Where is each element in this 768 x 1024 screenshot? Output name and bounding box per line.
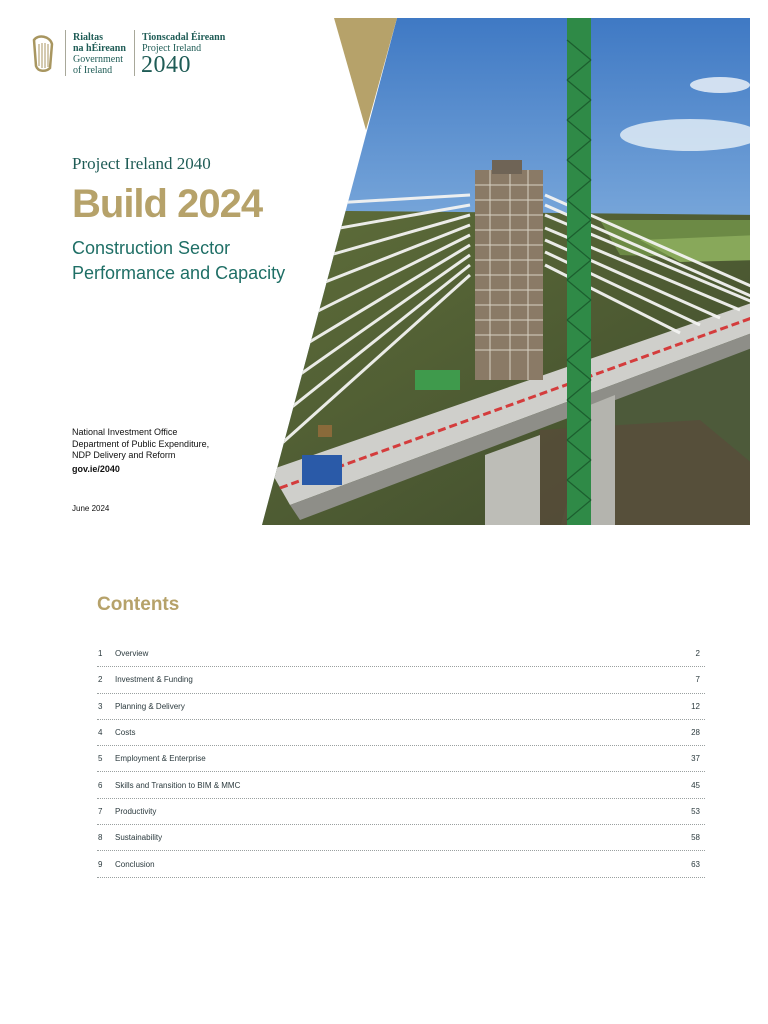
contents-heading: Contents <box>97 594 180 615</box>
toc-page-number: 28 <box>691 728 700 738</box>
toc-row[interactable] <box>97 825 705 851</box>
toc-label[interactable]: Costs <box>115 728 136 738</box>
toc-number: 3 <box>98 701 103 711</box>
logo-divider <box>65 30 66 76</box>
subtitle-line-2: Performance and Capacity <box>72 263 286 283</box>
toc-number: 8 <box>98 833 103 843</box>
toc-row[interactable] <box>97 772 705 798</box>
harp-icon <box>30 34 56 74</box>
table-of-contents <box>97 641 705 878</box>
programme-year: 2040 <box>141 52 191 78</box>
toc-number: 9 <box>98 859 103 869</box>
toc-row[interactable] <box>97 667 705 693</box>
logo-divider-2 <box>134 30 135 76</box>
series-title: Project Ireland 2040 <box>72 154 211 173</box>
programme-logo-text <box>142 32 225 54</box>
toc-page-number: 63 <box>691 859 700 869</box>
document-subtitle <box>72 236 285 286</box>
toc-page-number: 58 <box>691 833 700 843</box>
toc-number: 7 <box>98 806 103 816</box>
toc-page-number: 37 <box>691 754 700 764</box>
toc-number: 5 <box>98 754 103 764</box>
toc-row[interactable] <box>97 851 705 877</box>
toc-page-number: 12 <box>691 701 700 711</box>
toc-page-number: 45 <box>691 780 700 790</box>
logo-english-line1: Government <box>73 54 123 65</box>
toc-label[interactable]: Sustainability <box>115 833 163 843</box>
toc-row[interactable] <box>97 799 705 825</box>
toc-number: 4 <box>98 728 103 738</box>
org-line-3: NDP Delivery and Reform <box>72 450 176 460</box>
website-link[interactable]: gov.ie/2040 <box>72 463 120 474</box>
publication-date: June 2024 <box>72 504 110 513</box>
toc-number: 2 <box>98 675 103 685</box>
government-logo-text <box>73 32 126 76</box>
toc-label[interactable]: Planning & Delivery <box>115 701 185 711</box>
programme-irish: Tionscadal Éireann <box>142 32 226 43</box>
document-title: Build 2024 <box>72 182 263 226</box>
subtitle-line-1: Construction Sector <box>72 238 231 258</box>
toc-page-number: 7 <box>695 675 700 685</box>
toc-label[interactable]: Investment & Funding <box>115 675 193 685</box>
toc-page-number: 53 <box>691 806 700 816</box>
toc-label[interactable]: Overview <box>115 649 149 659</box>
toc-page-number: 2 <box>695 649 700 659</box>
logo-irish-line1: Rialtas <box>73 32 103 43</box>
toc-label[interactable]: Conclusion <box>115 859 155 869</box>
toc-row[interactable] <box>97 720 705 746</box>
toc-label[interactable]: Productivity <box>115 806 157 816</box>
toc-row[interactable] <box>97 746 705 772</box>
org-line-1: National Investment Office <box>72 427 178 437</box>
programme-english: Project Ireland <box>142 43 202 54</box>
toc-number: 6 <box>98 780 103 790</box>
toc-row[interactable] <box>97 641 705 667</box>
toc-label[interactable]: Skills and Transition to BIM & MMC <box>115 780 241 790</box>
publisher-block <box>72 427 209 475</box>
toc-label[interactable]: Employment & Enterprise <box>115 754 206 764</box>
org-line-2: Department of Public Expenditure, <box>72 438 210 449</box>
logo-irish-line2: na hÉireann <box>73 43 126 54</box>
logo-english-line2: of Ireland <box>73 65 113 76</box>
toc-number: 1 <box>98 649 103 659</box>
toc-row[interactable] <box>97 694 705 720</box>
